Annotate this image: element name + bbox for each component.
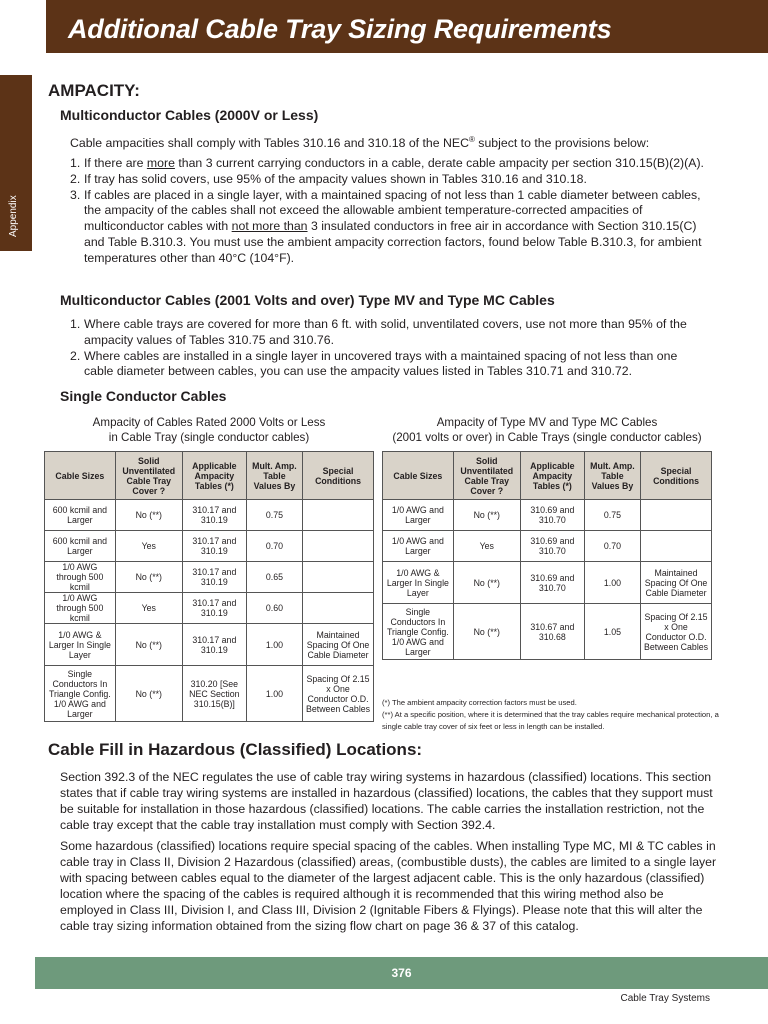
list-number: 1. [70,156,81,170]
list-item [70,172,710,188]
table-cell: 600 kcmil and Larger [45,500,116,531]
caption-line: (2001 volts or over) in Cable Trays (single conductor cables) [392,431,702,444]
table-row [45,562,374,593]
caption-line: Ampacity of Type MV and Type MC Cables [436,416,658,429]
table-cell: 310.67 and 310.68 [520,604,584,660]
table-cell: 310.17 and 310.19 [182,531,246,562]
list-item [70,188,710,267]
table-cell [303,593,374,624]
table-cell: 1/0 AWG and Larger [383,500,454,531]
table-row [45,666,374,722]
table-row [383,604,712,660]
list-number: 2. [70,348,81,363]
table-cell: Maintained Spacing Of One Cable Diameter [303,624,374,666]
column-header: Solid Unventilated Cable Tray Cover ? [115,452,182,500]
column-header: Cable Sizes [383,452,454,500]
hazardous-heading: Cable Fill in Hazardous (Classified) Locations: [48,740,423,759]
multi-mv-heading: Multiconductor Cables (2001 Volts and over) Type MV and Type MC Cables [60,292,555,308]
column-header: Special Conditions [303,452,374,500]
list-text: than 3 current carrying conductors in a cable, derate cable ampacity per section 310.15(B)(2)(A). [174,156,704,170]
table-cell: 310.17 and 310.19 [182,624,246,666]
table-cell: 1/0 AWG through 500 kcmil [45,562,116,593]
table-cell: No (**) [115,562,182,593]
table-cell: 1.00 [584,562,640,604]
list-text: 3 insulated conductors in free air in accordance with Section 310.15(C) and Table B.310.3. You must use the ambient ampacity correction factors, found below Table B.310.3, for ambient temperatures other than 40°C (104°F). [84,219,702,265]
table-cell: 1/0 AWG & Larger In Single Layer [383,562,454,604]
table-row [45,500,374,531]
table-row [45,624,374,666]
table-cell [303,562,374,593]
list-number: 1. [70,317,81,331]
table-cell: 310.69 and 310.70 [520,500,584,531]
table-cell: 1.00 [246,624,302,666]
table-cell: Maintained Spacing Of One Cable Diameter [641,562,712,604]
list-text: Where cables are installed in a single layer in uncovered trays with a maintained spacing of not less than one cable diameter between cables, you can use the ampacity values listed in Tables 310.71 and 310.72. [84,348,678,379]
table-cell: 310.69 and 310.70 [520,531,584,562]
table-cell: 0.60 [246,593,302,624]
table-notes [382,697,722,733]
table-cell: 310.17 and 310.19 [182,593,246,624]
column-header: Applicable Ampacity Tables (*) [182,452,246,500]
table-cell: 1/0 AWG and Larger [383,531,454,562]
column-header: Cable Sizes [45,452,116,500]
right-ampacity-table [382,451,712,660]
list-text: If there are [84,156,147,170]
table-cell: No (**) [115,624,182,666]
list-text: If cables are placed in a single layer, with a maintained spacing of not less than 1 cable diameter between cables, the ampacity of the cables shall not exceed the allowable ambient temperature-corrected ampacities of multiconductor cables with [84,187,701,234]
column-header: Mult. Amp. Table Values By [584,452,640,500]
table-cell: 1/0 AWG through 500 kcmil [45,593,116,624]
table-cell [303,500,374,531]
column-header: Solid Unventilated Cable Tray Cover ? [453,452,520,500]
underlined-text: not more than [231,219,308,234]
list-text: Where cable trays are covered for more than 6 ft. with solid, unventilated covers, use not more than 95% of the ampacity values of Tables 310.75 and 310.76. [84,317,687,347]
hazardous-paragraph-2: Some hazardous (classified) locations require special spacing of the cables. When installing Type MC, MI & TC cables in cable tray in Class II, Division 2 Hazardous (classified) areas, (combustible dusts), the cables are limited to a single layer with spacing between cables equal to the diameter of the largest adjacent cable. This is the only hazardous (classified) location where the spacing of the cables is required although it is recommended that this wiring method also be employed in Class III, Division I, and Class III, Division 2 (Ignitable Fibers & Flyings). Please note that this will alter the cable tray sizing information obtained from the sizing flow chart on page 36 & 37 of this catalog. [60,839,717,933]
table-cell: 0.75 [246,500,302,531]
table-cell [303,531,374,562]
list-text: If tray has solid covers, use 95% of the ampacity values shown in Tables 310.16 and 310.18. [84,171,587,186]
table-cell: No (**) [453,604,520,660]
list-number: 3. [70,187,81,202]
list-item [70,156,710,172]
table-cell: No (**) [115,500,182,531]
ampacity-heading: AMPACITY: [48,81,140,100]
table-cell: 0.70 [584,531,640,562]
table-note: (**) At a specific position, where it is determined that the tray cables require mechanical protection, a single cable tray cover of six feet or less in length can be installed. [382,710,719,731]
table-row [45,593,374,624]
table-cell: 1/0 AWG & Larger In Single Layer [45,624,116,666]
column-header: Mult. Amp. Table Values By [246,452,302,500]
table-cell [641,531,712,562]
multi-mv-list [70,317,710,380]
table-row [383,562,712,604]
table-cell: Yes [115,593,182,624]
footer-publication-name: Cable Tray Systems [620,993,710,1004]
table-cell: 0.70 [246,531,302,562]
table-cell: No (**) [115,666,182,722]
multi-2000-intro [70,132,750,151]
table-cell: No (**) [453,500,520,531]
table-cell: Yes [453,531,520,562]
table-cell: 600 kcmil and Larger [45,531,116,562]
appendix-tab [0,75,32,251]
table-cell: No (**) [453,562,520,604]
column-header: Applicable Ampacity Tables (*) [520,452,584,500]
list-number: 2. [70,171,81,186]
list-item [70,349,710,381]
page-title: Additional Cable Tray Sizing Requirements [68,14,612,44]
table-cell: 310.17 and 310.19 [182,500,246,531]
table-cell: 310.20 [See NEC Section 310.15(B)] [182,666,246,722]
caption-line: Ampacity of Cables Rated 2000 Volts or Less [92,416,326,429]
left-ampacity-table [44,451,374,722]
table-cell: Spacing Of 2.15 x One Conductor O.D. Between Cables [303,666,374,722]
left-table-caption [44,415,374,445]
table-cell: 1.00 [246,666,302,722]
table-cell: 310.69 and 310.70 [520,562,584,604]
table-cell: Yes [115,531,182,562]
table-cell [641,500,712,531]
table-row [45,531,374,562]
table-row [383,500,712,531]
table-cell: 1.05 [584,604,640,660]
footer-bar [35,957,768,989]
intro-text: Cable ampacities shall comply with Tables 310.16 and 310.18 of the NEC [70,136,469,151]
caption-line: in Cable Tray (single conductor cables) [108,431,310,444]
appendix-tab-label: Appendix [8,195,19,237]
table-cell: Single Conductors In Triangle Config. 1/0 AWG and Larger [383,604,454,660]
right-table-caption [382,415,712,445]
column-header: Special Conditions [641,452,712,500]
multi-2000-list [70,156,710,267]
table-note: (*) The ambient ampacity correction factors must be used. [382,698,577,707]
page-number: 376 [391,966,412,980]
multi-2000-heading: Multiconductor Cables (2000V or Less) [60,107,319,123]
table-cell: 0.75 [584,500,640,531]
intro-text-end: subject to the provisions below: [474,136,650,151]
table-cell: 310.17 and 310.19 [182,562,246,593]
list-item [70,317,710,349]
underlined-text: more [146,156,175,170]
hazardous-paragraph-1: Section 392.3 of the NEC regulates the use of cable tray wiring systems in hazardous (classified) locations. This section states that if cable tray wiring systems are installed in hazardous (classified) locations, the cables that they support must be suitable for installation in those hazardous (classified) locations. The cable carries the installation restriction, not the cable tray except that the cable tray installation must comply with Section 392.4. [60,770,713,832]
table-cell: Spacing Of 2.15 x One Conductor O.D. Between Cables [641,604,712,660]
table-cell: Single Conductors In Triangle Config. 1/0 AWG and Larger [45,666,116,722]
table-row [383,531,712,562]
table-cell: 0.65 [246,562,302,593]
title-bar [46,0,768,53]
single-conductor-heading: Single Conductor Cables [60,388,227,404]
registered-mark: ® [468,135,475,144]
